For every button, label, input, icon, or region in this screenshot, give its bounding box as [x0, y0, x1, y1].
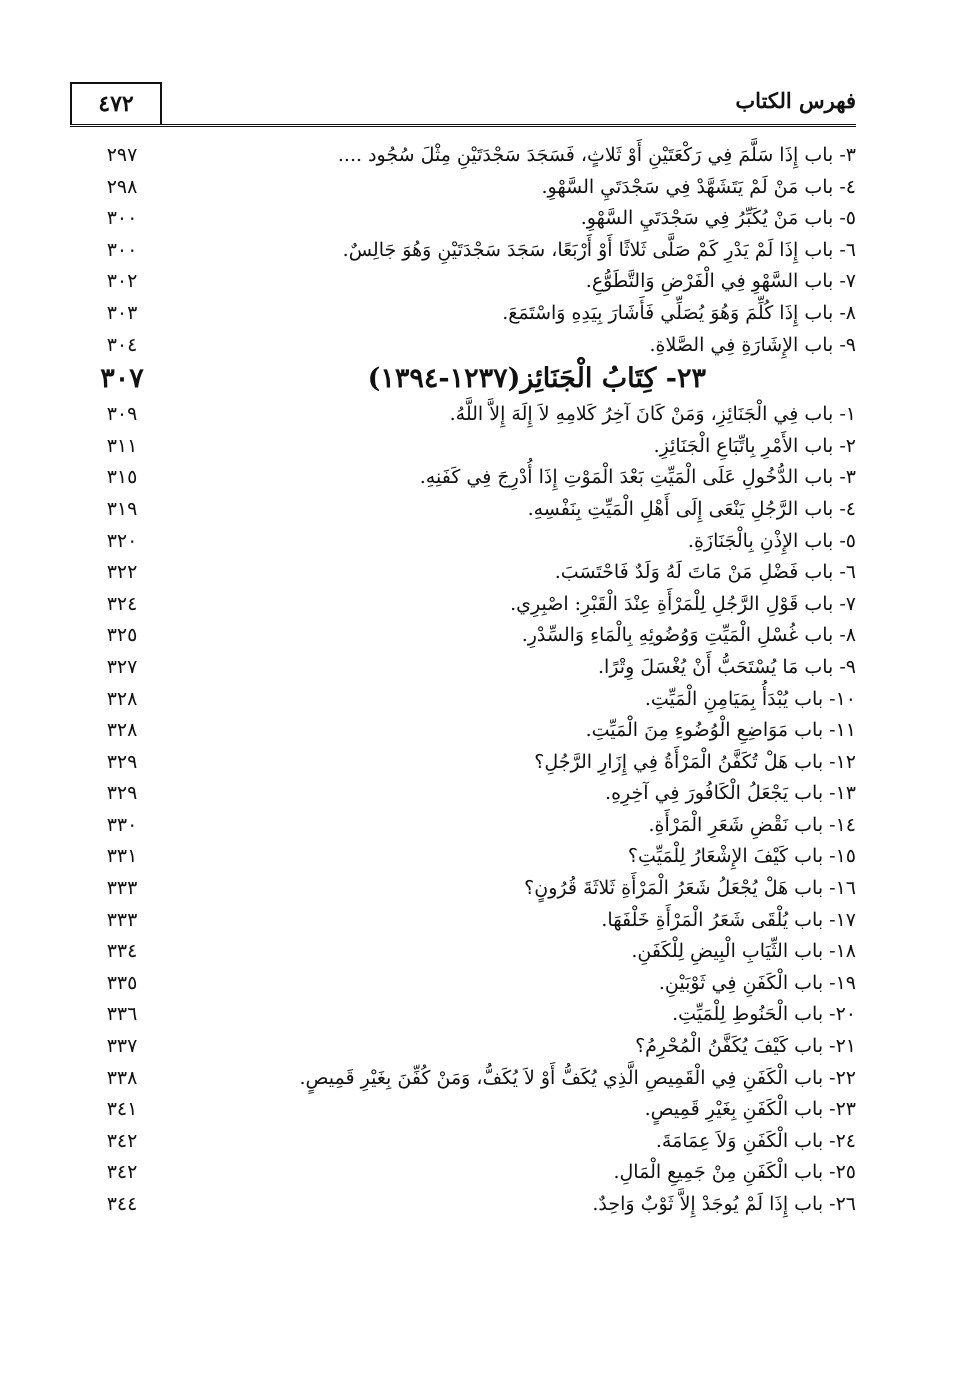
toc-row [70, 235, 856, 267]
toc-entry-page: ٣١٩ [106, 497, 138, 520]
toc-entry-title: ٤- باب مَنْ لَمْ يَتَشَهَّدْ فِي سَجْدَتَيِ السَّهْوِ. [541, 175, 856, 198]
toc-row [70, 747, 856, 779]
toc-row [70, 1157, 856, 1189]
toc-entry-page: ٣٤٢ [106, 1129, 138, 1152]
toc-entry-title: ٧- باب السَّهْوِ فِي الْفَرْضِ وَالتَّطَوُّعِ. [585, 270, 856, 293]
toc-entry-page: ٣٠٩ [106, 403, 138, 426]
toc-entry-title: ٢- باب الأَمْرِ بِاتِّبَاعِ الْجَنَائِزِ. [653, 434, 856, 457]
chapter-heading-row [70, 361, 856, 399]
toc-entry-title: ٧- باب قَوْلِ الرَّجُلِ لِلْمَرْأَةِ عِنْدَ الْقَبْرِ: اصْبِرِي. [510, 592, 856, 615]
toc-entry-page: ٣٢٢ [106, 561, 138, 584]
toc-row [70, 203, 856, 235]
toc-entry-title: ١٩- باب الْكَفَنِ فِي ثَوْبَيْنِ. [658, 971, 856, 994]
toc-entry-page: ٣٣٧ [106, 1035, 138, 1058]
toc-row [70, 172, 856, 204]
toc-entry-title: ١٧- باب يُلْقَى شَعَرُ الْمَرْأَةِ خَلْفَهَا. [601, 908, 856, 931]
chapter-page: ٣٠٧ [100, 363, 144, 395]
toc-row [70, 557, 856, 589]
toc-entry-page: ٣٠٠ [106, 238, 138, 261]
toc-row [70, 589, 856, 621]
toc-entry-page: ٣٤٤ [106, 1193, 138, 1215]
toc-entry-title: ٥- باب الإِذْنِ بِالْجَنَازَةِ. [687, 529, 856, 552]
toc-entry-title: ١٤- باب نَقْضِ شَعَرِ الْمَرْأَةِ. [648, 813, 856, 836]
toc-entry-page: ٣٣١ [106, 845, 138, 868]
toc-row [70, 1126, 856, 1158]
toc-entry-page: ٣٠٤ [106, 333, 138, 356]
toc-entry-title: ٣- باب الدُّخُولِ عَلَى الْمَيِّتِ بَعْدَ الْمَوْتِ إِذَا أُدْرِجَ فِي كَفَنِهِ. [419, 466, 856, 489]
toc-entry-page: ٣٢٩ [106, 782, 138, 805]
toc-entry-page: ٣٣٣ [106, 908, 138, 931]
toc-row [70, 905, 856, 937]
toc-entry-title: ٨- باب غُسْلِ الْمَيِّتِ وَوُضُوئِهِ بِالْمَاءِ وَالسِّدْرِ. [521, 624, 856, 647]
chapter-title: ٢٣- كِتَابُ الْجَنَائِز(١٢٣٧-١٣٩٤) [367, 363, 706, 395]
toc-entry-page: ٣١١ [106, 434, 138, 457]
toc-entry-page: ٣٢٩ [106, 750, 138, 773]
toc-row [70, 936, 856, 968]
toc-entry-page: ٣٣٨ [106, 1066, 138, 1089]
toc-entry-page: ٣٢٨ [106, 687, 138, 710]
toc-entry-page: ٣٢٥ [106, 624, 138, 647]
toc-row [70, 778, 856, 810]
toc-entry-title: ٢٥- باب الْكَفَنِ مِنْ جَمِيعِ الْمَالِ. [613, 1161, 856, 1184]
toc-list [70, 140, 856, 1221]
toc-entry-title: ٥- باب مَنْ يُكَبِّرُ فِي سَجْدَتَيِ السَّهْوِ. [580, 207, 856, 230]
toc-entry-title: ٣- باب إِذَا سَلَّمَ فِي رَكْعَتَيْنِ أَوْ ثَلاثٍ، فَسَجَدَ سَجْدَتَيْنِ مِثْلَ سُجُود .... [337, 144, 856, 166]
toc-row [70, 684, 856, 716]
toc-entry-page: ٢٩٧ [106, 144, 138, 166]
toc-entry-title: ٢١- باب كَيْفَ يُكَفَّنُ الْمُحْرِمُ؟ [635, 1035, 856, 1058]
toc-entry-title: ٢٢- باب الْكَفَنِ فِي الْقَمِيصِ الَّذِي يُكَفُّ أَوْ لاَ يُكَفُّ، وَمَنْ كُفِّنَ بِغَيْرِ قَمِيصٍ. [299, 1066, 856, 1089]
toc-row [70, 652, 856, 684]
toc-entry-page: ٣٤٢ [106, 1161, 138, 1184]
toc-row [70, 873, 856, 905]
toc-row [70, 298, 856, 330]
toc-row [70, 1189, 856, 1221]
toc-entry-page: ٣٢٨ [106, 719, 138, 742]
toc-row [70, 330, 856, 362]
index-page [70, 70, 856, 1215]
toc-entry-page: ٣٣٦ [106, 1003, 138, 1026]
toc-entry-page: ٣٣٤ [106, 940, 138, 963]
toc-row [70, 968, 856, 1000]
toc-entry-title: ١٥- باب كَيْفَ الإِشْعَارُ لِلْمَيِّتِ؟ [627, 845, 856, 868]
toc-row [70, 1031, 856, 1063]
toc-entry-page: ٣٠٣ [106, 301, 138, 324]
page-header [70, 70, 856, 126]
toc-entry-page: ٣٣٣ [106, 877, 138, 900]
toc-entry-title: ١٦- باب هَلْ يُجْعَلُ شَعَرُ الْمَرْأَةِ ثَلاثَةَ قُرُونٍ؟ [524, 877, 856, 900]
toc-entry-title: ٩- باب مَا يُسْتَحَبُّ أَنْ يُغْسَلَ وِتْرًا. [598, 655, 856, 678]
toc-entry-title: ٢٤- باب الْكَفَنِ وَلاَ عِمَامَةَ. [655, 1129, 856, 1152]
toc-row [70, 526, 856, 558]
header-rule [70, 124, 856, 127]
running-title: فهرس الكتاب [735, 88, 856, 113]
toc-entry-title: ٦- باب إِذَا لَمْ يَدْرِ كَمْ صَلَّى ثَلاثًا أَوْ أَرْبَعًا، سَجَدَ سَجْدَتَيْنِ وَهُوَ جَالِسٌ. [342, 238, 856, 261]
toc-row [70, 140, 856, 172]
toc-entry-page: ٣٠٠ [106, 207, 138, 230]
toc-entry-title: ١٨- باب الثِّيَابِ الْبِيضِ لِلْكَفَنِ. [631, 940, 856, 963]
toc-entry-title: ٤- باب الرَّجُلِ يَنْعَى إِلَى أَهْلِ الْمَيِّتِ بِنَفْسِهِ. [527, 497, 856, 520]
page-number-box: ٤٧٢ [70, 82, 162, 124]
toc-entry-title: ١٢- باب هَلْ تُكَفَّنُ الْمَرْأَةُ فِي إِزَارِ الرَّجُلِ؟ [534, 750, 856, 773]
toc-entry-title: ٢٦- باب إِذَا لَمْ يُوجَدْ إِلاَّ ثَوْبٌ وَاحِدٌ. [592, 1193, 856, 1215]
toc-entry-page: ٣٢٠ [106, 529, 138, 552]
toc-row [70, 431, 856, 463]
toc-row [70, 999, 856, 1031]
toc-entry-page: ٣٢٧ [106, 655, 138, 678]
toc-entry-page: ٣١٥ [106, 466, 138, 489]
toc-row [70, 620, 856, 652]
toc-row [70, 1063, 856, 1095]
toc-entry-title: ٩- باب الإِشَارَةِ فِي الصَّلاةِ. [649, 333, 856, 356]
toc-row [70, 1094, 856, 1126]
toc-entry-page: ٣٤١ [106, 1098, 138, 1121]
toc-row [70, 494, 856, 526]
toc-row [70, 399, 856, 431]
toc-entry-page: ٣٣٥ [106, 971, 138, 994]
toc-row [70, 462, 856, 494]
toc-entry-title: ١٠- باب يُبْدَأُ بِمَيَامِنِ الْمَيِّتِ. [644, 687, 856, 710]
toc-entry-title: ١١- باب مَوَاضِعِ الْوُضُوءِ مِنَ الْمَيِّتِ. [585, 719, 856, 742]
toc-entry-page: ٣٢٤ [106, 592, 138, 615]
toc-entry-title: ٢٣- باب الْكَفَنِ بِغَيْرِ قَمِيصٍ. [644, 1098, 856, 1121]
toc-entry-title: ٢٠- باب الْحَنُوطِ لِلْمَيِّتِ. [672, 1003, 856, 1026]
toc-entry-title: ٦- باب فَضْلِ مَنْ مَاتَ لَهُ وَلَدٌ فَاحْتَسَبَ. [554, 561, 856, 584]
toc-row [70, 266, 856, 298]
toc-row [70, 810, 856, 842]
toc-entry-page: ٣٣٠ [106, 813, 138, 836]
toc-row [70, 715, 856, 747]
toc-entry-page: ٢٩٨ [106, 175, 138, 198]
toc-entry-title: ١- باب فِي الْجَنَائِزِ، وَمَنْ كَانَ آخِرُ كَلامِهِ لاَ إِلَهَ إِلاَّ اللَّهُ. [449, 403, 856, 426]
toc-entry-title: ١٣- باب يَجْعَلُ الْكَافُورَ فِي آخِرِهِ. [605, 782, 856, 805]
toc-row [70, 841, 856, 873]
toc-entry-title: ٨- باب إِذَا كُلِّمَ وَهُوَ يُصَلِّي فَأَشَارَ بِيَدِهِ وَاسْتَمَعَ. [502, 301, 856, 324]
toc-entry-page: ٣٠٢ [106, 270, 138, 293]
